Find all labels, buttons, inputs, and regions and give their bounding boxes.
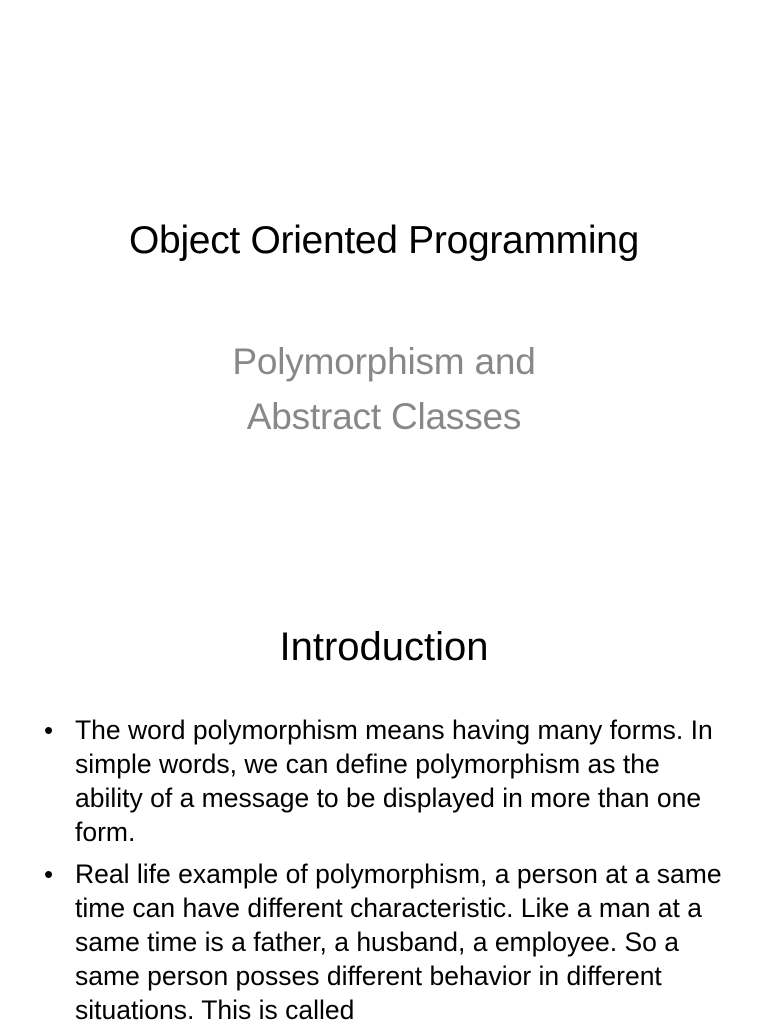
subtitle-line-2: Abstract Classes: [246, 396, 522, 437]
bullet-text: Real life example of polymorphism, a person at a same time can have different characteristic. Like a man at a same time is a father, a husband, a employee. So a same person posses different behavior in different situations. This is called: [75, 859, 722, 1024]
slide-title: Object Oriented Programming: [129, 219, 639, 262]
bullet-text: The word polymorphism means having many forms. In simple words, we can define polymorphism as the ability of a message to be displayed in more than one form.: [75, 715, 713, 847]
bullet-item: [44, 857, 734, 1024]
introduction-slide: [0, 576, 768, 1024]
subtitle-line-1: Polymorphism and: [232, 341, 536, 382]
bullet-list: [44, 713, 734, 1024]
slide-subtitle: [0, 334, 768, 444]
section-heading: Introduction: [279, 625, 489, 669]
bullet-dot-icon: •: [44, 715, 54, 745]
bullet-item: [44, 713, 734, 849]
bullet-dot-icon: •: [44, 859, 54, 889]
